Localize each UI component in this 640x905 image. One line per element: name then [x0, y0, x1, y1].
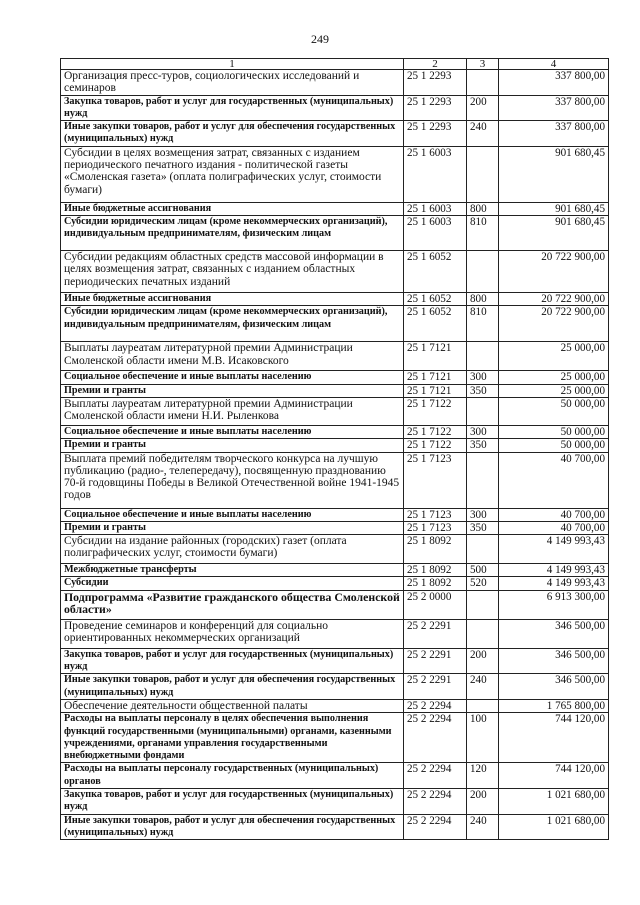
row-code-cell: 25 2 2291 [404, 648, 467, 674]
row-code-cell: 25 1 6052 [404, 306, 467, 342]
table-row [61, 216, 609, 251]
table-row [61, 648, 609, 674]
row-amount-cell: 20 722 900,00 [499, 306, 609, 342]
table-row [61, 521, 609, 534]
row-name-cell: Субсидии юридическим лицам (кроме некоммерческих организаций), индивидуальным предпринимателям, физическим лицам [61, 216, 404, 251]
row-name-cell: Премии и гранты [61, 384, 404, 397]
row-subcode-cell: 520 [467, 577, 499, 590]
row-subcode-cell [467, 70, 499, 96]
table-row [61, 397, 609, 425]
row-name-cell: Иные бюджетные ассигнования [61, 293, 404, 306]
row-subcode-cell: 800 [467, 202, 499, 215]
row-amount-cell: 20 722 900,00 [499, 251, 609, 293]
row-amount-cell: 25 000,00 [499, 371, 609, 384]
row-amount-cell: 1 765 800,00 [499, 699, 609, 712]
table-row [61, 814, 609, 840]
table-row [61, 699, 609, 712]
row-amount-cell: 1 021 680,00 [499, 789, 609, 815]
row-subcode-cell [467, 590, 499, 619]
table-row [61, 371, 609, 384]
table-row [61, 121, 609, 147]
table-header-row [61, 59, 609, 70]
row-name-cell: Субсидии юридическим лицам (кроме некоммерческих организаций), индивидуальным предпринимателям, физическим лицам [61, 306, 404, 342]
column-header-subcode: 3 [467, 59, 499, 70]
row-amount-cell: 50 000,00 [499, 439, 609, 452]
row-name-cell: Расходы на выплаты персоналу государственных (муниципальных) органов [61, 763, 404, 789]
row-subcode-cell [467, 452, 499, 508]
row-subcode-cell [467, 146, 499, 202]
page-number: 249 [311, 32, 329, 46]
table-row [61, 293, 609, 306]
row-subcode-cell: 200 [467, 789, 499, 815]
table-row [61, 508, 609, 521]
row-code-cell: 25 1 7123 [404, 521, 467, 534]
row-subcode-cell: 300 [467, 371, 499, 384]
table-row [61, 95, 609, 121]
row-name-cell: Выплаты лауреатам литературной премии Администрации Смоленской области имени Н.И. Рыленкова [61, 397, 404, 425]
table-row [61, 713, 609, 763]
row-code-cell: 25 2 2294 [404, 763, 467, 789]
row-amount-cell: 4 149 993,43 [499, 535, 609, 564]
row-subcode-cell: 240 [467, 674, 499, 700]
row-subcode-cell: 350 [467, 384, 499, 397]
row-subcode-cell: 100 [467, 713, 499, 763]
row-amount-cell: 744 120,00 [499, 763, 609, 789]
row-subcode-cell: 500 [467, 564, 499, 577]
row-name-cell: Выплата премий победителям творческого конкурса на лучшую публикацию (радио-, телепередачу), посвященную празднованию 70-й годовщины Победы в Великой Отечественной войне 1941-1945 годов [61, 452, 404, 508]
table-row [61, 619, 609, 648]
row-subcode-cell [467, 397, 499, 425]
row-code-cell: 25 2 2294 [404, 814, 467, 840]
table-row [61, 70, 609, 96]
row-name-cell: Иные закупки товаров, работ и услуг для обеспечения государственных (муниципальных) нужд [61, 814, 404, 840]
row-code-cell: 25 1 2293 [404, 70, 467, 96]
table-row [61, 342, 609, 371]
row-code-cell: 25 1 6052 [404, 251, 467, 293]
row-amount-cell: 50 000,00 [499, 397, 609, 425]
row-amount-cell: 20 722 900,00 [499, 293, 609, 306]
row-code-cell: 25 2 2294 [404, 699, 467, 712]
row-name-cell: Проведение семинаров и конференций для социально ориентированных некоммерческих организаций [61, 619, 404, 648]
table-row [61, 763, 609, 789]
table-row [61, 439, 609, 452]
row-name-cell: Закупка товаров, работ и услуг для государственных (муниципальных) нужд [61, 95, 404, 121]
row-name-cell: Социальное обеспечение и иные выплаты населению [61, 371, 404, 384]
row-amount-cell: 346 500,00 [499, 619, 609, 648]
row-name-cell: Премии и гранты [61, 521, 404, 534]
row-amount-cell: 25 000,00 [499, 342, 609, 371]
row-code-cell: 25 1 6052 [404, 293, 467, 306]
table-row [61, 564, 609, 577]
row-amount-cell: 901 680,45 [499, 146, 609, 202]
row-amount-cell: 901 680,45 [499, 202, 609, 215]
table-row [61, 535, 609, 564]
table-row [61, 789, 609, 815]
row-code-cell: 25 1 7121 [404, 384, 467, 397]
row-name-cell: Иные бюджетные ассигнования [61, 202, 404, 215]
row-code-cell: 25 1 7123 [404, 508, 467, 521]
row-amount-cell: 4 149 993,43 [499, 577, 609, 590]
table-row [61, 674, 609, 700]
row-amount-cell: 1 021 680,00 [499, 814, 609, 840]
row-name-cell: Обеспечение деятельности общественной палаты [61, 699, 404, 712]
table-row [61, 577, 609, 590]
row-amount-cell: 40 700,00 [499, 508, 609, 521]
table-row [61, 384, 609, 397]
row-subcode-cell: 200 [467, 648, 499, 674]
row-subcode-cell: 350 [467, 521, 499, 534]
row-name-cell: Субсидии в целях возмещения затрат, связанных с изданием периодического печатного издания - политической газеты «Смоленская газета» (оплата полиграфических услуг, стоимости бумаги) [61, 146, 404, 202]
row-name-cell: Субсидии [61, 577, 404, 590]
row-code-cell: 25 1 2293 [404, 95, 467, 121]
row-code-cell: 25 2 2294 [404, 789, 467, 815]
row-code-cell: 25 1 7122 [404, 439, 467, 452]
column-header-code: 2 [404, 59, 467, 70]
row-code-cell: 25 1 7121 [404, 342, 467, 371]
row-amount-cell: 40 700,00 [499, 452, 609, 508]
row-subcode-cell: 810 [467, 306, 499, 342]
row-code-cell: 25 1 8092 [404, 535, 467, 564]
row-code-cell: 25 1 8092 [404, 564, 467, 577]
row-code-cell: 25 1 6003 [404, 216, 467, 251]
row-amount-cell: 337 800,00 [499, 70, 609, 96]
row-subcode-cell: 240 [467, 814, 499, 840]
row-code-cell: 25 1 6003 [404, 202, 467, 215]
row-code-cell: 25 2 2291 [404, 619, 467, 648]
row-amount-cell: 744 120,00 [499, 713, 609, 763]
row-subcode-cell: 300 [467, 508, 499, 521]
table-row [61, 452, 609, 508]
row-name-cell: Иные закупки товаров, работ и услуг для обеспечения государственных (муниципальных) нужд [61, 674, 404, 700]
row-subcode-cell: 810 [467, 216, 499, 251]
row-code-cell: 25 1 2293 [404, 121, 467, 147]
row-code-cell: 25 2 0000 [404, 590, 467, 619]
row-subcode-cell [467, 619, 499, 648]
column-header-name: 1 [61, 59, 404, 70]
row-subcode-cell [467, 342, 499, 371]
row-amount-cell: 337 800,00 [499, 95, 609, 121]
row-subcode-cell [467, 251, 499, 293]
row-name-cell: Иные закупки товаров, работ и услуг для обеспечения государственных (муниципальных) нужд [61, 121, 404, 147]
row-name-cell: Организация пресс-туров, социологических исследований и семинаров [61, 70, 404, 96]
row-code-cell: 25 1 6003 [404, 146, 467, 202]
row-name-cell: Межбюджетные трансферты [61, 564, 404, 577]
row-subcode-cell: 240 [467, 121, 499, 147]
row-code-cell: 25 1 7121 [404, 371, 467, 384]
row-code-cell: 25 1 7122 [404, 425, 467, 438]
row-code-cell: 25 2 2291 [404, 674, 467, 700]
row-name-cell: Социальное обеспечение и иные выплаты населению [61, 425, 404, 438]
row-subcode-cell [467, 535, 499, 564]
table-row [61, 202, 609, 215]
row-subcode-cell: 200 [467, 95, 499, 121]
table-row [61, 146, 609, 202]
row-name-cell: Социальное обеспечение и иные выплаты населению [61, 508, 404, 521]
row-code-cell: 25 1 7123 [404, 452, 467, 508]
row-subcode-cell: 300 [467, 425, 499, 438]
row-subcode-cell: 800 [467, 293, 499, 306]
table-row [61, 590, 609, 619]
table-row [61, 306, 609, 342]
row-name-cell: Премии и гранты [61, 439, 404, 452]
row-amount-cell: 337 800,00 [499, 121, 609, 147]
table-row [61, 251, 609, 293]
row-code-cell: 25 2 2294 [404, 713, 467, 763]
row-code-cell: 25 1 7122 [404, 397, 467, 425]
row-amount-cell: 25 000,00 [499, 384, 609, 397]
row-amount-cell: 346 500,00 [499, 648, 609, 674]
row-name-cell: Подпрограмма «Развитие гражданского общества Смоленской области» [61, 590, 404, 619]
row-amount-cell: 50 000,00 [499, 425, 609, 438]
row-subcode-cell: 120 [467, 763, 499, 789]
row-name-cell: Расходы на выплаты персоналу в целях обеспечения выполнения функций государственными (муниципальными) органами, казенными учреждениями, органами управления государственными внебюджетными фондами [61, 713, 404, 763]
budget-table [60, 58, 609, 840]
row-amount-cell: 6 913 300,00 [499, 590, 609, 619]
column-header-amount: 4 [499, 59, 609, 70]
row-name-cell: Закупка товаров, работ и услуг для государственных (муниципальных) нужд [61, 789, 404, 815]
table-body [61, 70, 609, 840]
row-name-cell: Субсидии на издание районных (городских) газет (оплата полиграфических услуг, стоимости бумаги) [61, 535, 404, 564]
row-amount-cell: 4 149 993,43 [499, 564, 609, 577]
row-name-cell: Закупка товаров, работ и услуг для государственных (муниципальных) нужд [61, 648, 404, 674]
row-name-cell: Субсидии редакциям областных средств массовой информации в целях возмещения затрат, связанных с изданием областных периодических печатных изданий [61, 251, 404, 293]
row-code-cell: 25 1 8092 [404, 577, 467, 590]
row-subcode-cell [467, 699, 499, 712]
row-amount-cell: 346 500,00 [499, 674, 609, 700]
table-row [61, 425, 609, 438]
row-name-cell: Выплаты лауреатам литературной премии Администрации Смоленской области имени М.В. Исаковского [61, 342, 404, 371]
row-amount-cell: 901 680,45 [499, 216, 609, 251]
row-subcode-cell: 350 [467, 439, 499, 452]
row-amount-cell: 40 700,00 [499, 521, 609, 534]
